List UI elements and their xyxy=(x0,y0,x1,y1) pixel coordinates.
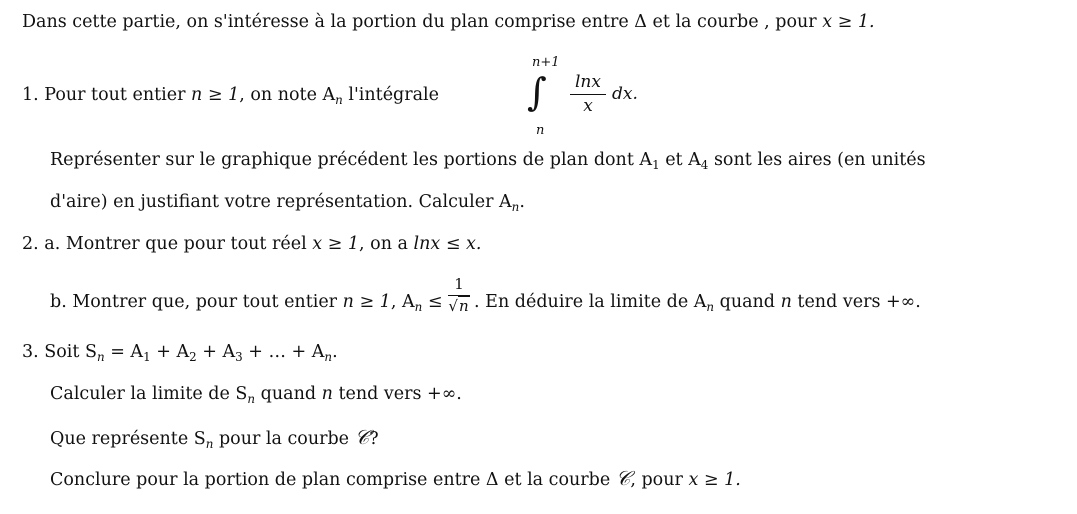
integral-expression xyxy=(520,55,660,140)
q3-sn: n xyxy=(324,350,333,365)
q3-line3-b: pour la courbe xyxy=(213,429,355,449)
q3-line3-sub: n xyxy=(205,437,214,452)
q1-prefix: 1. Pour tout entier xyxy=(22,85,192,105)
q3-line2-sub: n xyxy=(247,392,256,407)
q2a-condition: x ≥ 1 xyxy=(312,234,360,254)
q2a-mid: , on a xyxy=(359,234,414,254)
q1-mid: , on note A xyxy=(239,85,336,105)
q1-sub-n: n xyxy=(335,93,343,108)
curve-symbol: 𝒞 xyxy=(615,466,631,490)
q1b-line2-a: d'aire) en justifiant votre représentation. Calculer A xyxy=(50,192,512,212)
sqrt-radicand: n xyxy=(458,296,469,315)
q3-line3-a: Que représente S xyxy=(50,429,206,449)
q2b-fraction-denominator: √n xyxy=(448,296,469,315)
q3-line1-e: + … + A xyxy=(242,342,325,362)
q2b-suffix-sub: n xyxy=(706,300,715,315)
q2b-le: ≤ xyxy=(422,292,449,312)
q3-line2-c: tend vers +∞. xyxy=(332,384,462,404)
question-2b-line xyxy=(50,275,921,315)
q3-s1: 1 xyxy=(143,350,151,365)
question-3-line-3 xyxy=(50,425,379,452)
question-3-line-2 xyxy=(50,384,462,407)
q1-n-condition: n ≥ 1 xyxy=(191,85,240,105)
q3-line4-condition: x ≥ 1. xyxy=(688,470,741,490)
q1b-line2-b: . xyxy=(519,192,525,212)
q2b-sub-n: n xyxy=(414,300,423,315)
q2b-prefix: b. Montrer que, pour tout entier xyxy=(50,292,343,312)
q3-line3-c: ? xyxy=(369,429,379,449)
integral-sign: ∫ xyxy=(527,70,547,114)
q3-s2: 2 xyxy=(189,350,197,365)
q2b-mid: , A xyxy=(390,292,415,312)
q3-line1-d: + A xyxy=(196,342,236,362)
q2b-n: n xyxy=(780,292,792,312)
q3-line4-b: , pour xyxy=(630,470,689,490)
q1-suffix: l'intégrale xyxy=(342,85,440,105)
intro-text: Dans cette partie, on s'intéresse à la portion du plan comprise entre Δ et la courbe , pour xyxy=(22,12,823,32)
q3-line1-a: 3. Soit S xyxy=(22,342,97,362)
q1b-sub-1: 1 xyxy=(652,158,660,173)
q3-line2-a: Calculer la limite de S xyxy=(50,384,248,404)
intro-line xyxy=(22,14,875,32)
integral-fraction xyxy=(570,73,606,115)
q3-line2-b: quand xyxy=(255,384,322,404)
q2b-condition: n ≥ 1 xyxy=(342,292,391,312)
intro-condition: x ≥ 1. xyxy=(822,12,875,32)
q2a-inequality: lnx ≤ x. xyxy=(413,234,482,254)
q3-line2-n: n xyxy=(321,384,333,404)
q1b-line1-c: sont les aires (en unités xyxy=(708,150,926,170)
question-1-text-line-2 xyxy=(50,192,525,215)
fraction-bar xyxy=(570,94,606,95)
q2b-fraction xyxy=(448,276,470,314)
q1b-line2-sub: n xyxy=(511,200,520,215)
q3-line1-sub: n xyxy=(96,350,105,365)
curve-symbol: 𝒞 xyxy=(354,425,370,449)
q1b-sub-4: 4 xyxy=(700,158,709,173)
question-1-line xyxy=(22,85,440,108)
q3-line1-c: + A xyxy=(150,342,190,362)
q3-s3: 3 xyxy=(235,350,243,365)
integral-denominator: x xyxy=(583,95,593,116)
q3-line1-b: = A xyxy=(104,342,144,362)
q2b-suffix-b: quand xyxy=(714,292,781,312)
integral-upper-bound: n+1 xyxy=(532,55,560,70)
q1b-line1-b: et A xyxy=(659,150,701,170)
q2b-suffix-a: . En déduire la limite de A xyxy=(474,292,707,312)
q1b-line1-a: Représenter sur le graphique précédent les portions de plan dont A xyxy=(50,150,653,170)
question-3-line-1 xyxy=(22,342,338,365)
question-2a-line xyxy=(22,236,482,254)
question-1-text-line-1 xyxy=(50,150,926,173)
q2b-suffix-c: tend vers +∞. xyxy=(791,292,921,312)
q2a-prefix: 2. a. Montrer que pour tout réel xyxy=(22,234,313,254)
q3-line1-f: . xyxy=(332,342,338,362)
integral-numerator: lnx xyxy=(575,72,601,92)
q3-line4-a: Conclure pour la portion de plan comprise entre Δ et la courbe xyxy=(50,470,616,490)
q2b-fraction-numerator: 1 xyxy=(454,275,464,293)
q2b-fraction-slot xyxy=(448,275,474,315)
integral-lower-bound: n xyxy=(536,123,545,138)
integral-dx: dx. xyxy=(612,84,638,104)
question-3-line-4 xyxy=(50,468,741,490)
